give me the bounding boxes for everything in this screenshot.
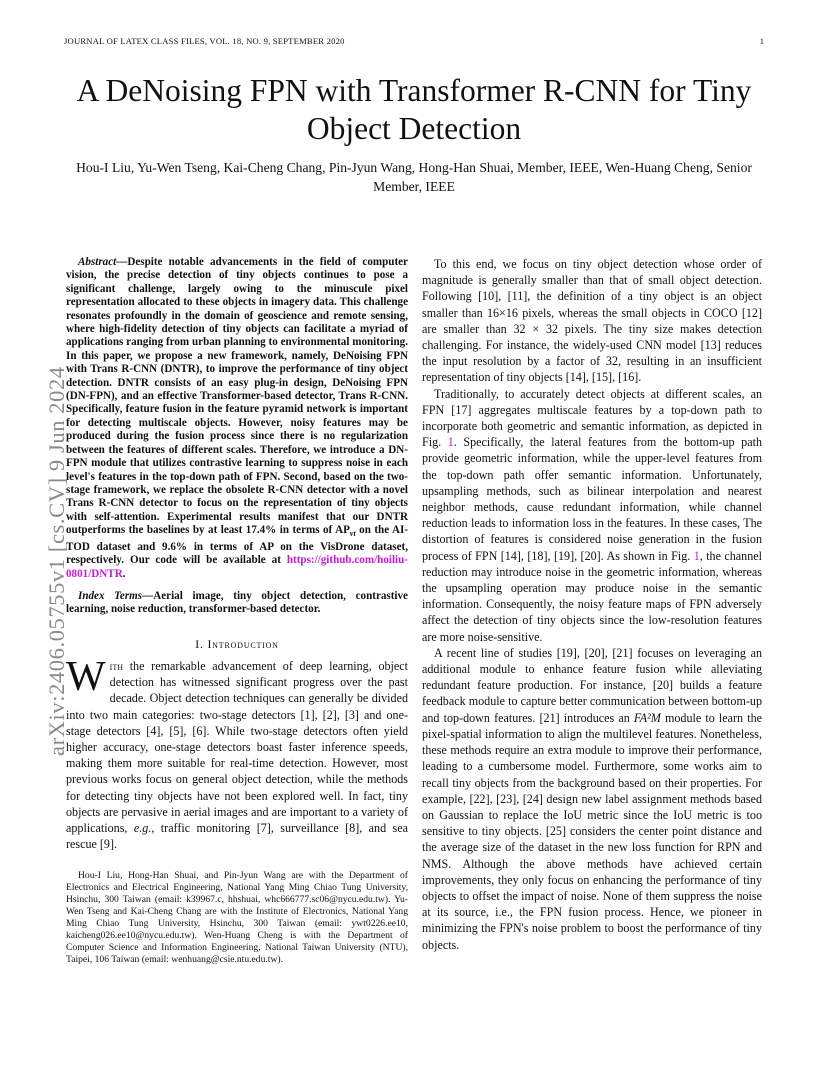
abstract bbox=[66, 256, 408, 581]
arxiv-stamp-text: arXiv:2406.05755v1 [cs.CV] 9 Jun 2024 bbox=[44, 366, 69, 756]
section-title: Introduction bbox=[207, 636, 279, 651]
index-terms bbox=[66, 590, 408, 617]
abstract-text: —Despite notable advancements in the field of computer vision, the precise detection of tiny objects continues to pose a significant challenge, largely owing to the minuscule pixel representation allocated to these objects in imagery data. This challenge resonates profoundly in the domain of geoscience and remote sensing, where high-fidelity detection of tiny objects can facilitate a myriad of applications ranging from urban planning to environmental monitoring. In this paper, we propose a new framework, namely, DeNoising FPN with Trans R-CNN (DNTR), to improve the performance of tiny object detection. DNTR consists of an easy plug-in design, DeNoising FPN (DN-FPN), and an effective Transformer-based detector, Trans R-CNN. Specifically, feature fusion in the feature pyramid network is important for detecting multiscale objects. However, noisy features may be produced during the fusion process since there is no regularization between the features of different scales. Therefore, we introduce a DN-FPN module that utilizes contrastive learning to suppress noise in each level's features in the top-down path of FPN. Second, based on the two-stage framework, we replace the obsolete R-CNN detector with a novel Trans R-CNN detector to focus on the representation of tiny objects with self-attention. Experimental results manifest that our DNTR outperforms the baselines by at least 17.4% in terms of AP bbox=[66, 256, 408, 537]
paragraph-2-text-end: , the channel reduction may introduce noise in the geometric information, whereas the upsampling operation may produce noise in the semantic information. Consequently, the noisy feature maps of FPN adversely affect the detection of tiny objects since the low-resolution features are more noise-sensitive. bbox=[422, 548, 762, 644]
arxiv-stamp bbox=[26, 296, 69, 756]
section-heading bbox=[66, 636, 408, 652]
author-list: Hou-I Liu, Yu-Wen Tseng, Kai-Cheng Chang, Pin-Jyun Wang, Hong-Han Shuai, Member, IEEE, Wen-Huang Cheng, Senior Member, IEEE bbox=[76, 160, 752, 194]
paper-title: A DeNoising FPN with Transformer R-CNN for Tiny Object Detection bbox=[76, 73, 752, 146]
fa2m-math: FA²M bbox=[633, 710, 661, 725]
figure-ref-2[interactable]: 1 bbox=[693, 548, 700, 563]
left-column bbox=[66, 256, 408, 966]
code-link[interactable]: https://github.com/hoiliu-0801/DNTR bbox=[66, 554, 408, 580]
abstract-text-cont: on the AI-TOD dataset and 9.6% in terms of AP on the VisDrone dataset, respectively. Our code will be available at bbox=[66, 524, 408, 567]
intro-text: the remarkable advancement of deep learning, object detection has witnessed significant progress over the past decade. Object detection techniques can generally be divided into two main categories: two-stage detectors [1], [2], [3] and one-stage detectors [4], [5], [6]. While two-stage detectors often yield higher accuracy, one-stage detectors boast faster inference speeds, making them more suitable for real-time detection. However, most previous works focus on general object detection, while the methods for detecting tiny objects have not been explored well. In fact, tiny objects are pervasive in aerial images and are important to a variety of applications, bbox=[66, 658, 408, 836]
paragraph-1: To this end, we focus on tiny object detection whose order of magnitude is generally smaller than that of small object detection. Following [10], [11], the definition of a tiny object is an object smaller than 16×16 pixels, whereas the small objects in COCO [12] are smaller than 32 × 32 pixels. The tiny size makes detection challenging. For instance, the widely-used CNN model [13] reduces the input resolution by a factor of 32, resulting in an insufficient representation of tiny objects [14], [15], [16]. bbox=[422, 257, 762, 385]
index-terms-text: —Aerial image, tiny object detection, contrastive learning, noise reduction, transformer-based detector. bbox=[66, 589, 408, 616]
paragraph-3-text-cont: module to learn the pixel-spatial information to align the multilevel features. Nonetheless, these methods require an extra module to improve their performance, leading to a cumbersome model. Furthermore, some works aim to recall tiny objects from the background based on their properties. For example, [22], [23], [24] design new label assignment methods based on Gaussian to replace the IoU metric since the IoU metric is too sensitive to tiny objects. [25] considers the center point distance and the average size of the dataset in the new loss function for RPN and NMS. Although the above methods have achieved certain improvements, they only focus on enhancing the performance of tiny objects to offset the impact of noise. None of them suppress the noise at its source, i.e., the FPN fusion process. Hence, we pioneer in minimizing the FPN's noise problem to boost the performance of tiny objects. bbox=[422, 710, 762, 952]
paragraph-3-text: A recent line of studies [19], [20], [21] focuses on leveraging an additional module to enhance feature fusion while alleviating redundant feature production. For instance, [20] builds a feature feedback module to capture better communication between bottom-up and top-down features. [21] introduces an bbox=[422, 645, 762, 725]
intro-eg: e.g. bbox=[133, 821, 152, 836]
abstract-subscript: vt bbox=[349, 529, 356, 539]
intro-text-cont: , traffic monitoring [7], surveillance [8], and sea rescue [9]. bbox=[66, 821, 408, 852]
paragraph-3 bbox=[422, 645, 762, 953]
paragraph-2 bbox=[422, 386, 762, 645]
paragraph-2-text-cont: . Specifically, the lateral features from the bottom-up path provide geometric information, while the upper-level features from the top-down path offer semantic information. Unfortunately, upsampling methods, such as bilinear interpolation and nearest neighbor methods, cause redundant information, while channel reduction leads to information loss in the features. In these cases, The distortion of features is considered noise generation in the fusion process of FPN [14], [18], [19], [20]. As shown in Fig. bbox=[422, 435, 762, 563]
right-column bbox=[422, 256, 762, 953]
paragraph-2-text: Traditionally, to accurately detect objects at different scales, an FPN [17] aggregates multiscale features by a top-down path to incorporate both geometric and semantic information, as depicted in Fig. bbox=[422, 386, 762, 450]
intro-first-word: ith bbox=[109, 658, 123, 673]
index-terms-label: Index Terms bbox=[78, 589, 143, 602]
figure-ref-1[interactable]: 1 bbox=[447, 435, 454, 450]
abstract-label: Abstract bbox=[78, 256, 117, 268]
page-number: 1 bbox=[759, 36, 764, 46]
abstract-end: . bbox=[122, 567, 126, 580]
running-head: JOURNAL OF LATEX CLASS FILES, VOL. 18, NO. 9, SEPTEMBER 2020 bbox=[64, 36, 345, 46]
intro-paragraph bbox=[66, 653, 408, 852]
section-number: I. bbox=[195, 636, 204, 651]
drop-cap: W bbox=[66, 653, 106, 700]
author-footnote: Hou-I Liu, Hong-Han Shuai, and Pin-Jyun Wang are with the Department of Electronics and Electrical Engineering, National Yang Ming Chiao Tung University, Hsinchu, 300 Taiwan (email: k39967.c, hhshuai, whc666777.sc06@nycu.edu.tw). Yu-Wen Tseng and Kai-Cheng Chang are with the Institute of Electronics, National Yang Ming Chiao Tung University, Hsinchu, 300 Taiwan (email: ywt0226.ee10, kaicheng026.ee10@nycu.edu.tw). Wen-Huang Cheng is with the Department of Computer Science and Information Engineering, National Taiwan University (NTU), Taipei, 106 Taiwan (email: wenhuang@csie.ntu.edu.tw). bbox=[66, 870, 408, 966]
